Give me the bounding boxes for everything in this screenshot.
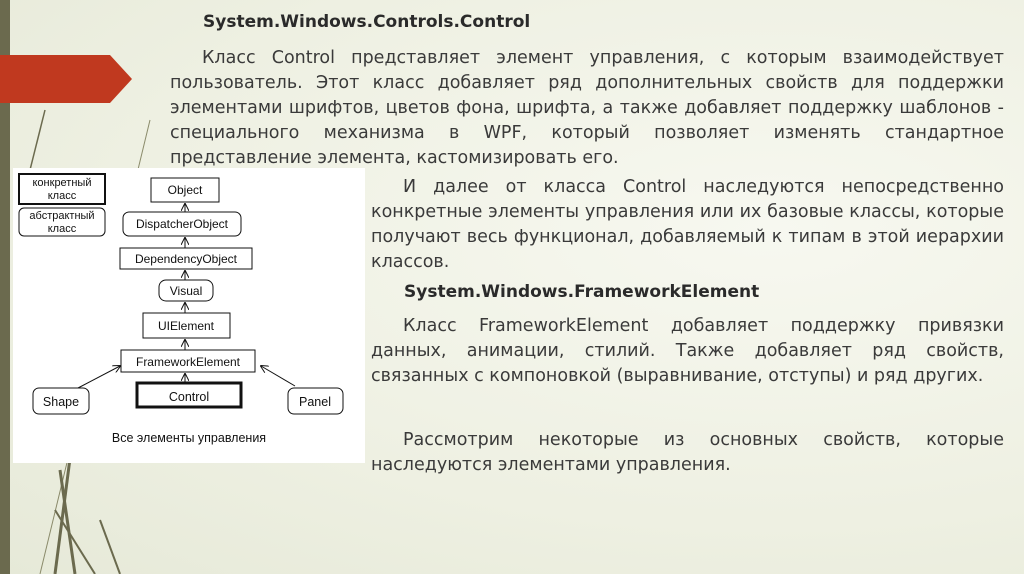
paragraph-control [170, 46, 1004, 171]
paragraph-inherit [371, 175, 1004, 275]
diagram-caption: Все элементы управления [111, 431, 267, 445]
paragraph-framework [371, 314, 1004, 389]
legend-concrete-line1: конкретный [32, 177, 92, 189]
paragraph-control-text: Класс Control представляет элемент управления, с которым взаимодействует пользователь. Этот класс добавляет ряд дополнительных свойств для поддержки элементами шрифтов, цветов фона, шрифта, а также добавляет поддержку шаблонов - специального механизма в WPF, который позволяет изменять стандартное представление элемента, кастомизировать его. [170, 48, 1004, 168]
heading-control: System.Windows.Controls.Control [203, 12, 531, 32]
paragraph-consider-text: Рассмотрим некоторые из основных свойств, которые наследуются элементами управления. [371, 430, 1004, 475]
class-dispatcher-object-label: DispatcherObject [135, 217, 229, 231]
class-shape-label: Shape [42, 395, 80, 409]
class-dependency-object-label: DependencyObject [134, 252, 238, 266]
heading-framework-element: System.Windows.FrameworkElement [404, 282, 760, 302]
paragraph-inherit-text: И далее от класса Control наследуются непосредственно конкретные элементы управления или их базовые классы, которые получают весь функционал, добавляемый к типам в этой иерархии классов. [371, 177, 1004, 272]
class-object-label: Object [167, 183, 203, 197]
legend-concrete-line2: класс [47, 190, 77, 202]
class-visual-label: Visual [169, 284, 203, 298]
paragraph-consider [371, 428, 1004, 478]
legend-abstract-line1: абстрактный [29, 210, 95, 222]
class-panel-label: Panel [299, 395, 331, 409]
class-control-label: Control [168, 390, 210, 404]
paragraph-framework-text: Класс FrameworkElement добавляет поддержку привязки данных, анимации, стилий. Также добавляет ряд свойств, связанных с компоновкой (выравнивание, отступы) и ряд других. [371, 316, 1004, 386]
class-framework-element-label: FrameworkElement [135, 355, 241, 369]
title-arrow-marker [0, 55, 132, 103]
class-hierarchy-diagram [13, 168, 365, 463]
legend-abstract-line2: класс [47, 223, 77, 235]
class-ui-element-label: UIElement [157, 319, 215, 333]
